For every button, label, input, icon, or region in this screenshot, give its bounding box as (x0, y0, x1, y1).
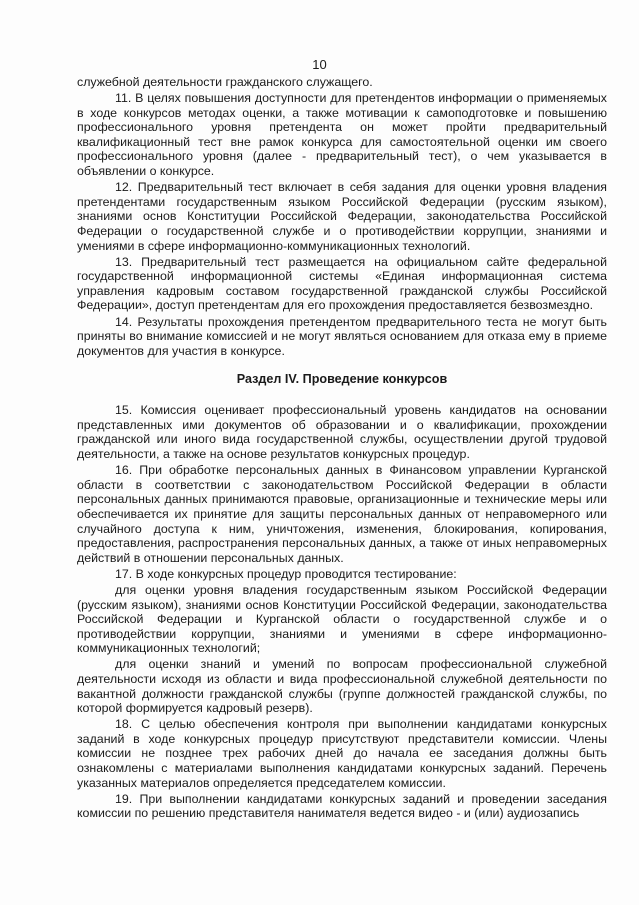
paragraph-13: 13. Предварительный тест размещается на официальном сайте федеральной государственной информационной системы «Единая информационная система управления кадровым составом государственной гражданской службы Российской Федерации», доступ претендентам для его прохождения предоставляется безвозмездно. (77, 254, 607, 313)
paragraph-17: 17. В ходе конкурсных процедур проводится тестирование: (115, 566, 457, 581)
paragraph-19: 19. При выполнении кандидатами конкурсных заданий и проведении заседания комиссии по решению представителя нанимателя ведется видео - и (или) аудиозапись (77, 791, 607, 821)
paragraph-17-item-1: для оценки уровня владения государственным языком Российской Федерации (русским языком), знаниями основ Конституции Российской Федерации, законодательства Российской Федерации и Курганской области о государственной службе и о противодействии коррупции, знаниями и умениями в сфере информационно-коммуникационных технологий; (77, 582, 607, 656)
paragraph-16: 16. При обработке персональных данных в Финансовом управлении Курганской области в соответствии с законодательством Российской Федерации в области персональных данных принимаются правовые, организационные и технические меры или обеспечивается их принятие для защиты персональных данных от неправомерного или случайного доступа к ним, уничтожения, изменения, блокирования, копирования, предоставления, распространения персональных данных, а также от иных неправомерных действий в отношении персональных данных. (77, 463, 607, 565)
paragraph-15: 15. Комиссия оценивает профессиональный уровень кандидатов на основании представленных ими документов об образовании и о квалификации, прохождении гражданской или иного вида государственной службы, осуществлении другой трудовой деятельности, а также на основе результатов конкурсных процедур. (77, 403, 607, 462)
paragraph-continuation: служебной деятельности гражданского служащего. (77, 75, 373, 89)
document-body (77, 75, 607, 822)
section-title: Раздел IV. Проведение конкурсов (236, 372, 448, 387)
paragraph-14: 14. Результаты прохождения претендентом предварительного теста не могут быть приняты во внимание комиссией и не могут являться основанием для отказа ему в приеме документов для участия в конкурсе. (77, 314, 607, 358)
paragraph-17-item-2: для оценки знаний и умений по вопросам профессиональной служебной деятельности исходя из области и вида профессиональной служебной деятельности по вакантной должности гражданской службы (группе должностей гражданской службы, по которой формируется кадровый резерв). (77, 657, 607, 716)
paragraph-11: 11. В целях повышения доступности для претендентов информации о применяемых в ходе конкурсов методах оценки, а также мотивации к самоподготовке и повышению профессионального уровня претендента он может пройти предварительный квалификационный тест вне рамок конкурса для самостоятельной оценки им своего профессионального уровня (далее - предварительный тест), о чем указывается в объявлении о конкурсе. (77, 91, 607, 179)
page-number: 10 (312, 57, 327, 72)
paragraph-12: 12. Предварительный тест включает в себя задания для оценки уровня владения претендентами государственным языком Российской Федерации (русским языком), знаниями основ Конституции Российской Федерации, законодательства Российской Федерации о государственной службе и о противодействии коррупции, знаниями и умениями в сфере информационно-коммуникационных технологий. (77, 180, 607, 253)
paragraph-18: 18. С целью обеспечения контроля при выполнении кандидатами конкурсных заданий в ходе конкурсных процедур присутствуют представители комиссии. Члены комиссии не позднее трех рабочих дней до начала ее заседания должны быть ознакомлены с материалами выполнения кандидатами конкурсных заданий. Перечень указанных материалов определяется председателем комиссии. (77, 717, 607, 790)
